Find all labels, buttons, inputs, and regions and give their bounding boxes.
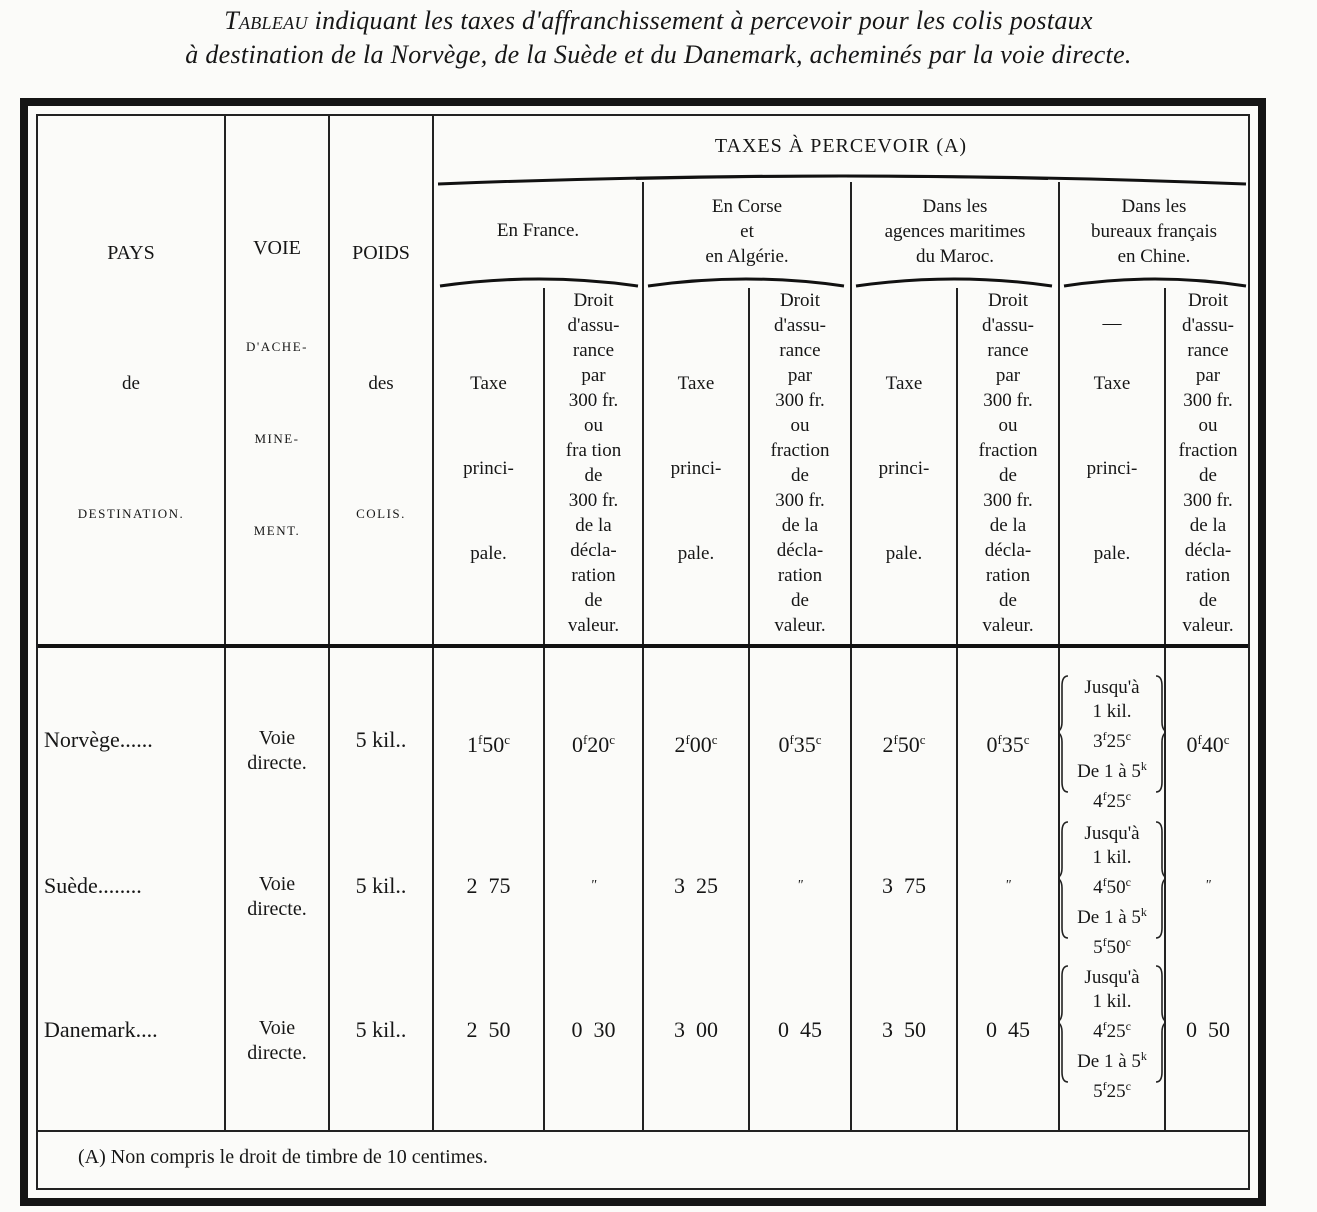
title-lead: Tableau (224, 6, 308, 35)
row-fr-droit: " (590, 878, 597, 893)
header-rule (38, 644, 1248, 648)
sub-taxe-4: Taxe (1093, 373, 1131, 394)
sub-dash-4: — (1102, 313, 1122, 334)
row-poids: 5 kil.. (355, 1017, 407, 1042)
header-poids: POIDS (352, 242, 410, 264)
header-pays: PAYS (107, 242, 155, 264)
page-title (0, 4, 1317, 72)
sub-taxe-1: Taxe (470, 373, 507, 394)
sub-princi-1: princi- (463, 458, 514, 479)
col-divider (328, 116, 330, 1130)
row-co-taxe: 3 25 (674, 873, 718, 898)
ch-line: 5$^f$50$^c$ (1093, 935, 1131, 958)
ch-line: De 1 à 5$^k$ (1077, 905, 1147, 928)
row-ma-taxe: 3 50 (882, 1017, 926, 1042)
row-voie: Voie directe. (247, 727, 307, 774)
row-ma-droit: " (1005, 878, 1011, 893)
row-co-taxe: 3 00 (674, 1017, 718, 1042)
ch-line: 4$^f$50$^c$ (1093, 875, 1131, 898)
ch-line: Jusqu'à (1084, 677, 1140, 698)
ch-line: 4$^f$25$^c$ (1093, 1019, 1131, 1042)
title-line-1 (0, 4, 1317, 38)
ch-line: Jusqu'à (1084, 823, 1140, 844)
row-voie: Voie directe. (247, 873, 307, 920)
header-des: des (368, 373, 394, 394)
footnote-text: Non compris le droit de timbre de 10 centimes. (105, 1146, 488, 1168)
row-ch-droit: " (1205, 878, 1211, 893)
group-swash (1062, 276, 1248, 286)
row-ch-droit: 0$^f$40$^c$ (1186, 732, 1230, 757)
title-line-2: à destination de la Norvège, de la Suède et du Danemark, acheminés par la voie directe. (185, 40, 1132, 69)
row-fr-droit: 0$^f$20$^c$ (571, 732, 616, 757)
sub-princi-3: princi- (878, 458, 930, 479)
sub-droit-4: Droit d'assu- rance par 300 fr. ou fraction de 300 fr. de la décla- ration de valeur. (1178, 290, 1238, 636)
table (36, 114, 1250, 1190)
row-pays: Danemark.... (44, 1017, 158, 1042)
row-co-droit: 0$^f$35$^c$ (778, 732, 822, 757)
row-fr-taxe: 2 50 (466, 1017, 511, 1042)
row-ma-taxe: 3 75 (882, 873, 926, 898)
ch-line: 1 kil. (1092, 701, 1132, 722)
footnote-mark: (A) (78, 1146, 106, 1168)
sub-pale-2: pale. (677, 543, 715, 564)
row-pays: Norvège...... (44, 727, 153, 752)
row-poids: 5 kil.. (355, 727, 407, 752)
header-ment: MENT. (253, 523, 301, 538)
group-swash (646, 276, 846, 286)
sub-taxe-2: Taxe (677, 373, 715, 394)
sub-taxe-3: Taxe (885, 373, 923, 394)
header-colis: COLIS. (356, 506, 406, 521)
group-swash (854, 276, 1054, 286)
col-divider (642, 182, 644, 1130)
row-co-droit: " (797, 878, 803, 893)
ch-line: Jusqu'à (1084, 967, 1140, 988)
ch-line: De 1 à 5$^k$ (1077, 1049, 1147, 1072)
group-chine: Dans les bureaux français en Chine. (1090, 196, 1218, 267)
col-divider (432, 116, 434, 1130)
ch-line: 3$^f$25$^c$ (1093, 729, 1131, 752)
header-de: de (122, 373, 140, 394)
sub-droit-2: Droit d'assu- rance par 300 fr. ou fraction de 300 fr. de la décla- ration de valeur. (770, 290, 830, 636)
row-ma-taxe: 2$^f$50$^c$ (882, 732, 926, 757)
row-poids: 5 kil.. (355, 873, 407, 898)
row-co-droit: 0 45 (778, 1017, 822, 1042)
sub-pale-3: pale. (885, 543, 923, 564)
group-maroc: Dans les agences maritimes du Maroc. (884, 196, 1026, 267)
sub-pale-4: pale. (1093, 543, 1131, 564)
sub-princi-4: princi- (1086, 458, 1138, 479)
china-braces (1060, 672, 1164, 1112)
col-divider (850, 182, 852, 1130)
table-frame (20, 98, 1266, 1206)
footnote-rule (38, 1130, 1248, 1132)
header-voie: VOIE (253, 237, 301, 259)
row-ma-droit: 0$^f$35$^c$ (986, 732, 1030, 757)
row-fr-droit: 0 30 (571, 1017, 616, 1042)
row-voie: Voie directe. (247, 1017, 307, 1064)
col-divider (224, 116, 226, 1130)
row-fr-taxe: 1$^f$50$^c$ (466, 732, 511, 757)
group-france: En France. (496, 220, 580, 241)
ch-line: 1 kil. (1092, 847, 1132, 868)
header-d-ache: D'ACHE- (246, 339, 308, 354)
ch-line: 1 kil. (1092, 991, 1132, 1012)
title-rest: indiquant les taxes d'affranchissement à percevoir pour les colis postaux (307, 6, 1093, 35)
header-swash (436, 174, 1248, 184)
row-co-taxe: 2$^f$00$^c$ (674, 732, 718, 757)
header-mine: MINE- (254, 431, 300, 446)
sub-droit-1: Droit d'assu- rance par 300 fr. ou fra tion de 300 fr. de la décla- ration de valeur. (565, 290, 622, 636)
row-ch-droit: 0 50 (1186, 1017, 1230, 1042)
header-taxes: TAXES À PERCEVOIR (A) (714, 135, 968, 157)
ch-line: 5$^f$25$^c$ (1093, 1079, 1131, 1102)
row-pays: Suède........ (44, 873, 142, 898)
footnote (78, 1144, 488, 1170)
group-swash (438, 276, 640, 286)
row-fr-taxe: 2 75 (466, 873, 511, 898)
group-corse: En Corse et en Algérie. (705, 196, 789, 267)
row-ma-droit: 0 45 (986, 1017, 1030, 1042)
header-destination: DESTINATION. (77, 506, 185, 521)
sub-pale-1: pale. (470, 543, 507, 564)
sub-droit-3: Droit d'assu- rance par 300 fr. ou fraction de 300 fr. de la décla- ration de valeur. (978, 290, 1038, 636)
sub-princi-2: princi- (670, 458, 722, 479)
ch-line: De 1 à 5$^k$ (1077, 759, 1147, 782)
ch-line: 4$^f$25$^c$ (1093, 789, 1131, 812)
